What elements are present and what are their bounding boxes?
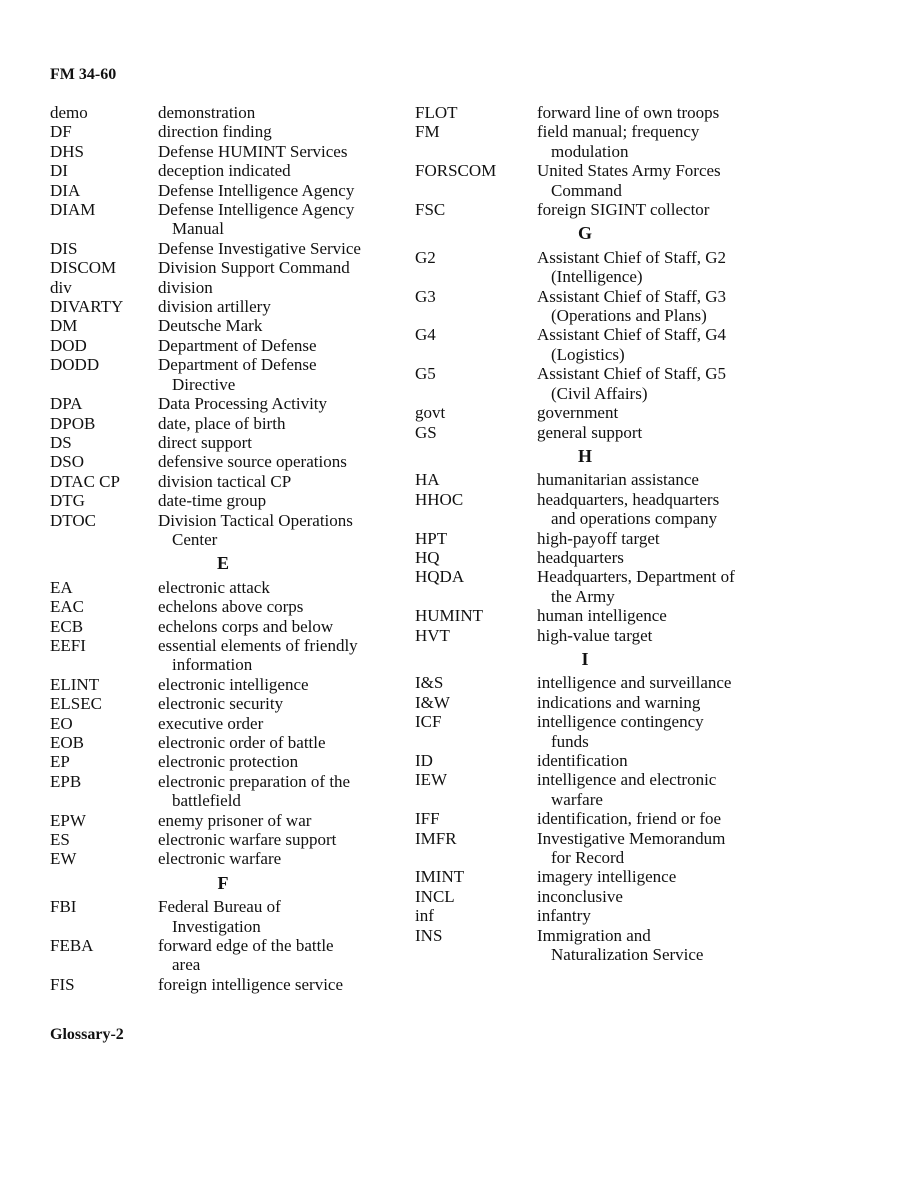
glossary-entry (50, 258, 390, 277)
glossary-entry (50, 452, 390, 471)
glossary-definition (158, 200, 390, 239)
definition-line: essential elements of friendly (158, 635, 358, 655)
glossary-definition (158, 297, 390, 316)
glossary-term: DIVARTY (50, 297, 124, 317)
definition-line: funds (551, 731, 589, 751)
definition-line: warfare (551, 789, 603, 809)
glossary-definition (537, 887, 775, 906)
glossary-definition (537, 122, 775, 161)
glossary-term: FLOT (415, 103, 458, 122)
glossary-definition (158, 975, 390, 994)
definition-line: electronic protection (158, 752, 299, 772)
definition-line: infantry (537, 906, 591, 926)
definition-line: direct support (158, 432, 252, 452)
glossary-term: DTG (50, 491, 85, 511)
definition-line: Investigation (172, 916, 261, 936)
glossary-entry (50, 772, 390, 811)
section-heading: H (577, 445, 592, 466)
section-heading: G (577, 223, 592, 244)
glossary-term: FORSCOM (415, 161, 497, 181)
glossary-definition (158, 694, 390, 713)
glossary-entry (50, 694, 390, 713)
glossary-term: EP (50, 752, 70, 772)
definition-line: forward line of own troops (537, 103, 720, 122)
glossary-entry (50, 733, 390, 752)
glossary-entry (415, 287, 775, 326)
glossary-entry (50, 897, 390, 936)
glossary-entry (50, 433, 390, 452)
glossary-term: IMINT (415, 867, 465, 887)
glossary-term: inf (415, 906, 434, 926)
glossary-definition (537, 364, 775, 403)
definition-line: (Civil Affairs) (551, 383, 648, 403)
glossary-definition (158, 239, 390, 258)
glossary-definition (537, 606, 775, 625)
glossary-term: EEFI (50, 635, 86, 655)
glossary-definition (537, 673, 775, 692)
definition-line: Naturalization Service (551, 945, 704, 965)
glossary-definition (158, 452, 390, 471)
glossary-term: HA (415, 470, 440, 490)
glossary-entry (50, 278, 390, 297)
glossary-term: FBI (50, 897, 77, 917)
glossary-term: G5 (415, 364, 436, 384)
glossary-definition (158, 733, 390, 752)
glossary-term: EPB (50, 771, 82, 791)
definition-line: date-time group (158, 491, 267, 511)
glossary-definition (537, 470, 775, 489)
definition-line: Defense HUMINT Services (158, 141, 348, 161)
glossary-definition (537, 693, 775, 712)
definition-line: inconclusive (537, 886, 623, 906)
definition-line: electronic intelligence (158, 674, 309, 694)
glossary-definition (158, 161, 390, 180)
glossary-entry (50, 200, 390, 239)
glossary-definition (158, 142, 390, 161)
glossary-term: EAC (50, 597, 84, 617)
definition-line: indications and warning (537, 692, 701, 712)
definition-line: high-payoff target (537, 528, 660, 548)
glossary-entry (415, 325, 775, 364)
glossary-entry (415, 673, 775, 692)
glossary-definition (537, 423, 775, 442)
glossary-term: ECB (50, 616, 84, 636)
glossary-definition (537, 770, 775, 809)
glossary-entry (415, 770, 775, 809)
definition-line: Defense Intelligence Agency (158, 180, 355, 200)
glossary-term: ELSEC (50, 694, 102, 714)
glossary-definition (537, 161, 775, 200)
glossary-definition (158, 752, 390, 771)
glossary-definition (537, 567, 775, 606)
glossary-entry (415, 364, 775, 403)
definition-line: human intelligence (537, 606, 667, 626)
glossary-term: GS (415, 422, 437, 442)
glossary-entry (415, 161, 775, 200)
glossary-definition (158, 511, 390, 550)
glossary-entry (50, 617, 390, 636)
glossary-term: HPT (415, 528, 448, 548)
definition-line: identification (537, 751, 628, 770)
definition-line: (Intelligence) (551, 267, 643, 287)
definition-line: Division Tactical Operations (158, 510, 353, 530)
definition-line: Investigative Memorandum (537, 828, 726, 848)
glossary-definition (158, 316, 390, 335)
glossary-definition (537, 403, 775, 422)
glossary-definition (158, 181, 390, 200)
glossary-term: G3 (415, 286, 436, 306)
glossary-term: DSO (50, 452, 85, 472)
definition-line: Center (172, 529, 218, 549)
definition-line: defensive source operations (158, 452, 347, 472)
glossary-entry (50, 239, 390, 258)
glossary-definition (158, 617, 390, 636)
glossary-term: FIS (50, 974, 75, 994)
definition-line: intelligence and electronic (537, 770, 717, 790)
glossary-term: DTOC (50, 510, 96, 530)
glossary-column-left (50, 103, 390, 994)
definition-line: Assistant Chief of Staff, G5 (537, 364, 727, 384)
glossary-term: INS (415, 925, 443, 945)
glossary-term: DM (50, 316, 78, 336)
glossary-term: DHS (50, 141, 85, 161)
glossary-entry (50, 161, 390, 180)
definition-line: Department of Defense (158, 355, 317, 375)
glossary-entry (415, 606, 775, 625)
glossary-definition (158, 355, 390, 394)
glossary-entry (415, 829, 775, 868)
definition-line: modulation (551, 141, 629, 161)
glossary-definition (158, 578, 390, 597)
glossary-term: FSC (415, 200, 446, 220)
glossary-definition (537, 287, 775, 326)
glossary-term: DI (50, 161, 68, 181)
definition-line: electronic warfare (158, 849, 282, 869)
glossary-entry (50, 936, 390, 975)
glossary-entry (50, 597, 390, 616)
glossary-term: IMFR (415, 828, 457, 848)
definition-line: Data Processing Activity (158, 394, 328, 414)
glossary-term: HHOC (415, 489, 464, 509)
definition-line: electronic order of battle (158, 733, 326, 752)
definition-line: division (158, 277, 213, 297)
definition-line: forward edge of the battle (158, 936, 334, 956)
definition-line: foreign intelligence service (158, 974, 344, 994)
glossary-definition (537, 751, 775, 770)
glossary-definition (158, 472, 390, 491)
glossary-entry (415, 906, 775, 925)
glossary-entry (415, 490, 775, 529)
glossary-term: HQDA (415, 567, 465, 587)
glossary-entry (50, 975, 390, 994)
glossary-definition (537, 200, 775, 219)
glossary-entry (50, 297, 390, 316)
glossary-term: IFF (415, 809, 440, 829)
definition-line: high-value target (537, 625, 653, 645)
definition-line: Command (551, 180, 622, 200)
glossary-definition (537, 103, 775, 122)
glossary-definition (158, 103, 390, 122)
glossary-entry (415, 248, 775, 287)
glossary-definition (158, 491, 390, 510)
glossary-term: DPOB (50, 413, 96, 433)
glossary-entry (50, 714, 390, 733)
definition-line: and operations company (551, 509, 718, 529)
definition-line: information (172, 655, 253, 675)
glossary-entry (50, 414, 390, 433)
definition-line: intelligence contingency (537, 712, 704, 732)
glossary-entry (50, 122, 390, 141)
glossary-term: FM (415, 122, 440, 142)
glossary-entry (50, 636, 390, 675)
glossary-definition (537, 906, 775, 925)
glossary-term: EOB (50, 733, 84, 752)
definition-line: division artillery (158, 297, 271, 317)
definition-line: Federal Bureau of (158, 897, 281, 917)
glossary-entry (415, 403, 775, 422)
glossary-term: INCL (415, 886, 455, 906)
glossary-entry (50, 355, 390, 394)
definition-line: electronic security (158, 694, 284, 714)
glossary-definition (537, 809, 775, 828)
glossary-term: G4 (415, 325, 436, 345)
glossary-definition (537, 548, 775, 567)
glossary-term: DIAM (50, 200, 96, 220)
glossary-term: demo (50, 103, 88, 122)
glossary-entry (50, 675, 390, 694)
glossary-definition (158, 675, 390, 694)
glossary-entry (50, 830, 390, 849)
definition-line: electronic warfare support (158, 830, 337, 850)
glossary-definition (158, 936, 390, 975)
definition-line: foreign SIGINT collector (537, 200, 710, 220)
glossary-definition (158, 122, 390, 141)
glossary-entry (415, 423, 775, 442)
glossary-term: EA (50, 577, 73, 597)
glossary-term: HQ (415, 547, 440, 567)
glossary-term: DF (50, 122, 72, 142)
definition-line: Headquarters, Department of (537, 567, 735, 587)
glossary-definition (537, 490, 775, 529)
glossary-term: ID (415, 751, 433, 770)
definition-line: Division Support Command (158, 258, 350, 278)
glossary-entry (415, 751, 775, 770)
definition-line: Directive (172, 374, 236, 394)
definition-line: enemy prisoner of war (158, 810, 312, 830)
definition-line: Defense Investigative Service (158, 238, 361, 258)
glossary-definition (158, 849, 390, 868)
glossary-entry (415, 548, 775, 567)
glossary-entry (415, 200, 775, 219)
glossary-term: FEBA (50, 936, 94, 956)
glossary-term: I&S (415, 673, 444, 693)
section-heading: I (581, 648, 589, 669)
glossary-entry (415, 867, 775, 886)
glossary-entry (415, 529, 775, 548)
definition-line: Deutsche Mark (158, 316, 263, 336)
glossary-definition (158, 394, 390, 413)
definition-line: Department of Defense (158, 335, 317, 355)
glossary-entry (50, 316, 390, 335)
glossary-term: DISCOM (50, 258, 117, 278)
glossary-definition (158, 414, 390, 433)
glossary-definition (537, 325, 775, 364)
definition-line: date, place of birth (158, 413, 286, 433)
glossary-entry (415, 103, 775, 122)
definition-line: humanitarian assistance (537, 470, 699, 490)
definition-line: echelons corps and below (158, 616, 334, 636)
glossary-definition (158, 830, 390, 849)
definition-line: executive order (158, 713, 264, 733)
definition-line: government (537, 403, 619, 423)
definition-line: area (172, 955, 201, 975)
glossary-entry (50, 181, 390, 200)
glossary-definition (537, 926, 775, 965)
definition-line: headquarters (537, 547, 624, 567)
glossary-term: div (50, 277, 72, 297)
glossary-definition (158, 433, 390, 452)
glossary-entry (415, 809, 775, 828)
definition-line: direction finding (158, 122, 272, 142)
glossary-term: DPA (50, 394, 83, 414)
glossary-entry (50, 578, 390, 597)
definition-line: general support (537, 422, 643, 442)
glossary-entry (415, 626, 775, 645)
glossary-entry (50, 142, 390, 161)
definition-line: echelons above corps (158, 597, 304, 617)
glossary-term: ELINT (50, 674, 100, 694)
glossary-entry (50, 336, 390, 355)
definition-line: Manual (172, 219, 224, 239)
glossary-term: HVT (415, 625, 450, 645)
glossary-entry (415, 712, 775, 751)
glossary-term: I&W (415, 692, 450, 712)
glossary-term: IEW (415, 770, 448, 790)
glossary-term: EW (50, 849, 77, 869)
glossary-term: DS (50, 432, 72, 452)
glossary-term: EO (50, 713, 73, 733)
glossary-definition (158, 897, 390, 936)
section-heading: F (217, 872, 229, 893)
definition-line: for Record (551, 848, 625, 868)
glossary-term: govt (415, 403, 446, 423)
glossary-term: ES (50, 830, 70, 850)
definition-line: electronic attack (158, 577, 270, 597)
definition-line: electronic preparation of the (158, 771, 351, 791)
definition-line: (Operations and Plans) (551, 306, 707, 326)
glossary-term: DODD (50, 355, 100, 375)
glossary-entry (415, 470, 775, 489)
glossary-entry (50, 394, 390, 413)
glossary-definition (158, 278, 390, 297)
glossary-term: DIA (50, 180, 81, 200)
glossary-definition (158, 258, 390, 277)
glossary-entry (50, 472, 390, 491)
glossary-definition (537, 529, 775, 548)
glossary-entry (50, 491, 390, 510)
glossary-term: DTAC CP (50, 471, 120, 491)
glossary-entry (415, 887, 775, 906)
glossary-term: DIS (50, 238, 78, 258)
glossary-definition (158, 336, 390, 355)
definition-line: identification, friend or foe (537, 809, 722, 829)
glossary-definition (537, 712, 775, 751)
definition-line: Immigration and (537, 925, 651, 945)
glossary-definition (158, 597, 390, 616)
definition-line: field manual; frequency (537, 122, 700, 142)
definition-line: battlefield (172, 791, 241, 811)
glossary-entry (50, 103, 390, 122)
glossary-definition (158, 772, 390, 811)
glossary-definition (537, 829, 775, 868)
glossary-definition (158, 714, 390, 733)
definition-line: Assistant Chief of Staff, G2 (537, 247, 727, 267)
glossary-term: DOD (50, 335, 87, 355)
definition-line: demonstration (158, 103, 256, 122)
definition-line: United States Army Forces (537, 161, 721, 181)
glossary-term: EPW (50, 810, 86, 830)
definition-line: (Logistics) (551, 344, 625, 364)
glossary-term: G2 (415, 247, 436, 267)
glossary-entry (50, 511, 390, 550)
page-header: FM 34-60 (50, 66, 117, 83)
definition-line: division tactical CP (158, 471, 292, 491)
glossary-definition (158, 811, 390, 830)
glossary-entry (415, 926, 775, 965)
glossary-definition (158, 636, 390, 675)
definition-line: deception indicated (158, 161, 291, 181)
page-footer: Glossary-2 (50, 1026, 124, 1043)
glossary-definition (537, 867, 775, 886)
definition-line: intelligence and surveillance (537, 673, 732, 693)
glossary-entry (50, 849, 390, 868)
glossary-definition (537, 626, 775, 645)
glossary-term: ICF (415, 712, 442, 732)
definition-line: headquarters, headquarters (537, 489, 720, 509)
glossary-entry (415, 122, 775, 161)
glossary-entry (50, 811, 390, 830)
definition-line: Defense Intelligence Agency (158, 200, 355, 220)
glossary-term: HUMINT (415, 606, 483, 626)
definition-line: the Army (551, 586, 615, 606)
glossary-entry (50, 752, 390, 771)
definition-line: Assistant Chief of Staff, G3 (537, 286, 727, 306)
definition-line: Assistant Chief of Staff, G4 (537, 325, 727, 345)
definition-line: imagery intelligence (537, 867, 677, 887)
glossary-entry (415, 567, 775, 606)
section-heading: E (216, 553, 229, 574)
glossary-entry (415, 693, 775, 712)
glossary-column-right (415, 103, 775, 964)
glossary-definition (537, 248, 775, 287)
